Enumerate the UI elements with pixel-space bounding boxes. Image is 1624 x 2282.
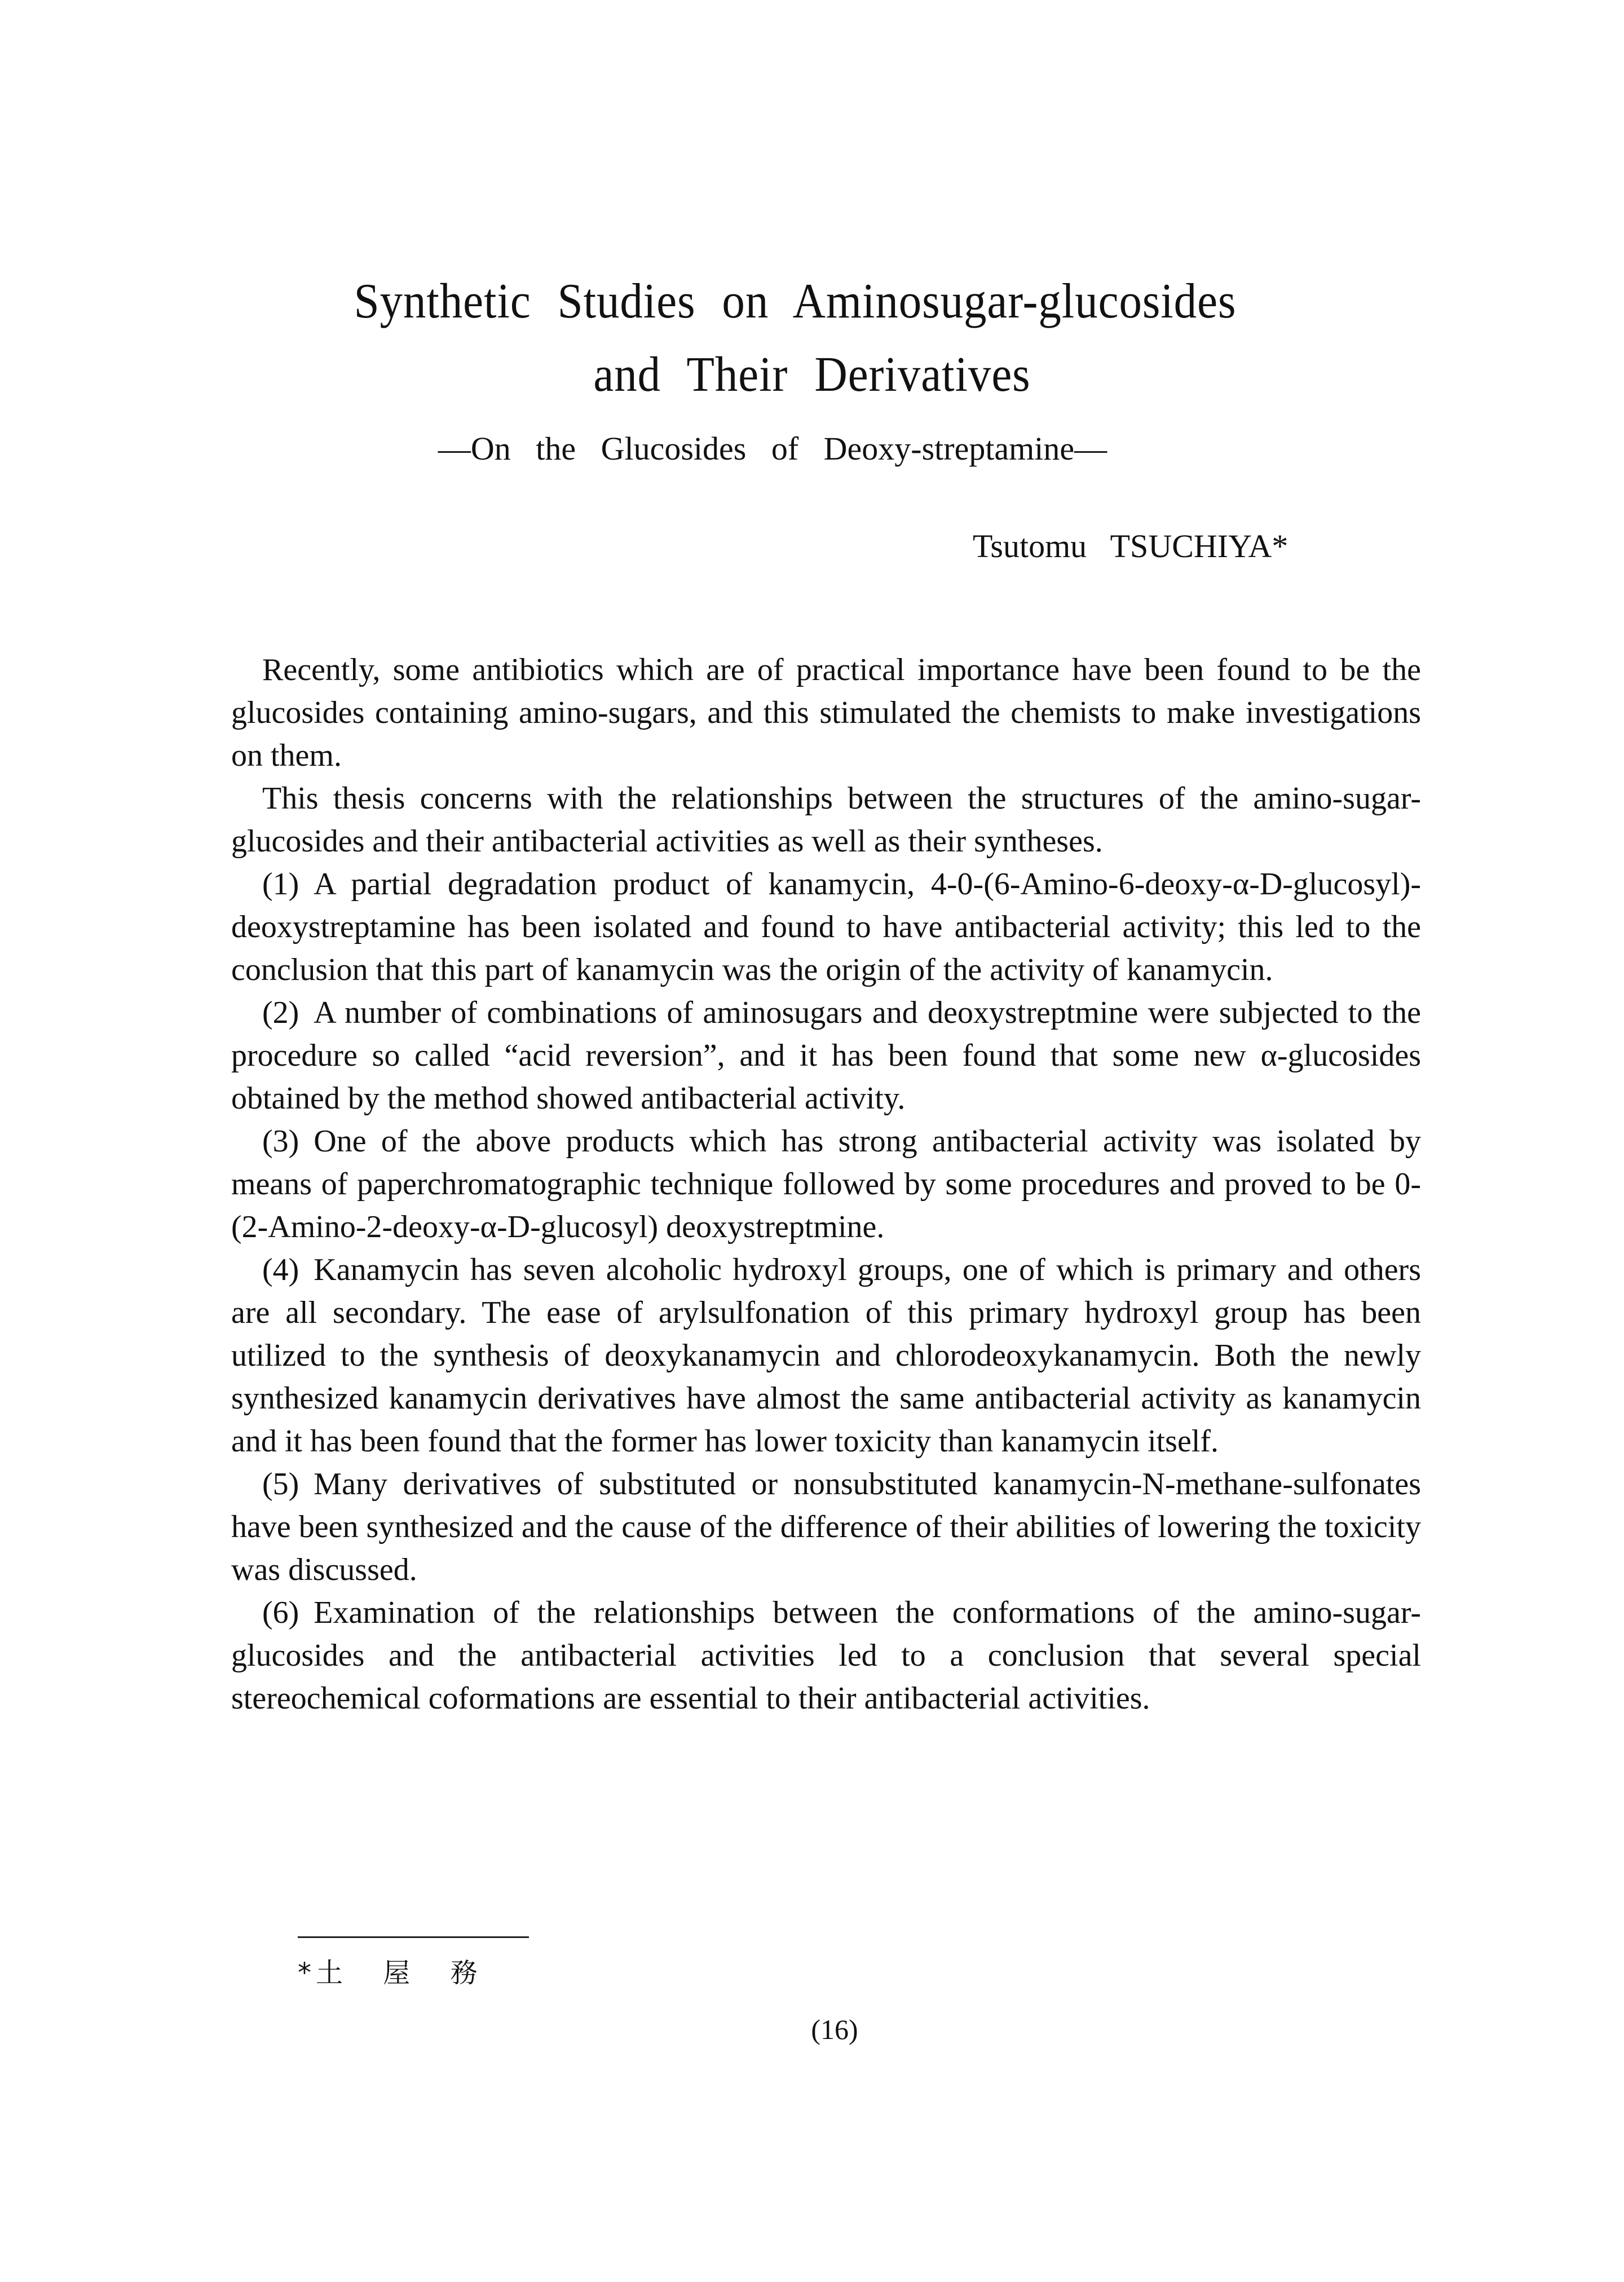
paragraph-text: Recently, some antibiotics which are of practical importance have been found to be the glucosides containing amino-sugars, and this stimulated the chemists to make investigations on them.: [231, 652, 1421, 773]
paragraph-intro: [231, 648, 1421, 777]
footnote-divider: [298, 1936, 529, 1938]
item-number: (2): [262, 995, 299, 1030]
paragraph-item-3: [231, 1120, 1421, 1248]
paragraph-text: Examination of the relationships between the conformations of the amino-sugar-glucosides and the antibacterial activities led to a conclusion that several special stereochemical coformations are essential to their antibacterial activities.: [231, 1595, 1421, 1716]
paragraph-item-5: [231, 1463, 1421, 1591]
footnote-author-kanji: *土 屋 務: [298, 1957, 482, 1989]
paragraph-text: Many derivatives of substituted or nonsubstituted kanamycin-N-methane-sulfonates have been synthesized and the cause of the difference of their abilities of lowering the toxicity was discussed.: [231, 1467, 1421, 1587]
page-number: (16): [811, 2014, 858, 2045]
item-number: (3): [262, 1124, 299, 1159]
paragraph-text: One of the above products which has strong antibacterial activity was isolated by means of paperchromatographic technique followed by some procedures and proved to be 0-(2-Amino-2-deoxy-α-D-glucosyl) deoxystreptmine.: [231, 1124, 1421, 1244]
paragraph-text: Kanamycin has seven alcoholic hydroxyl groups, one of which is primary and others are all secondary. The ease of arylsulfonation of this primary hydroxyl group has been utilized to the synthesis of deoxykanamycin and chlorodeoxykanamycin. Both the newly synthesized kanamycin derivatives have almost the same antibacterial activity as kanamycin and it has been found that the former has lower toxicity than kanamycin itself.: [231, 1252, 1421, 1459]
paper-title-line-1: Synthetic Studies on Aminosugar-glucosides: [354, 274, 1237, 329]
abstract-body: [231, 648, 1421, 1720]
paragraph-item-6: [231, 1591, 1421, 1720]
item-number: (5): [262, 1467, 299, 1502]
paragraph-text: A partial degradation product of kanamycin, 4-0-(6-Amino-6-deoxy-α-D-glucosyl)-deoxystreptamine has been isolated and found to have antibacterial activity; this led to the conclusion that this part of kanamycin was the origin of the activity of kanamycin.: [231, 867, 1421, 987]
paragraph-thesis: [231, 777, 1421, 863]
item-number: (4): [262, 1252, 299, 1287]
paragraph-text: This thesis concerns with the relationships between the structures of the amino-sugar-glucosides and their antibacterial activities as well as their syntheses.: [231, 781, 1421, 859]
paragraph-item-1: [231, 863, 1421, 991]
title-block: [0, 265, 1624, 412]
item-number: (6): [262, 1595, 299, 1630]
paragraph-text: A number of combinations of aminosugars and deoxystreptmine were subjected to the procedure so called “acid reversion”, and it has been found that some new α-glucosides obtained by the method showed antibacterial activity.: [231, 995, 1421, 1116]
paper-subtitle: —On the Glucosides of Deoxy-streptamine—: [438, 430, 1107, 467]
paragraph-item-2: [231, 991, 1421, 1120]
paragraph-item-4: [231, 1248, 1421, 1463]
paper-title-line-2: and Their Derivatives: [593, 347, 1031, 402]
item-number: (1): [262, 867, 299, 902]
author-name: Tsutomu TSUCHIYA*: [973, 528, 1288, 564]
